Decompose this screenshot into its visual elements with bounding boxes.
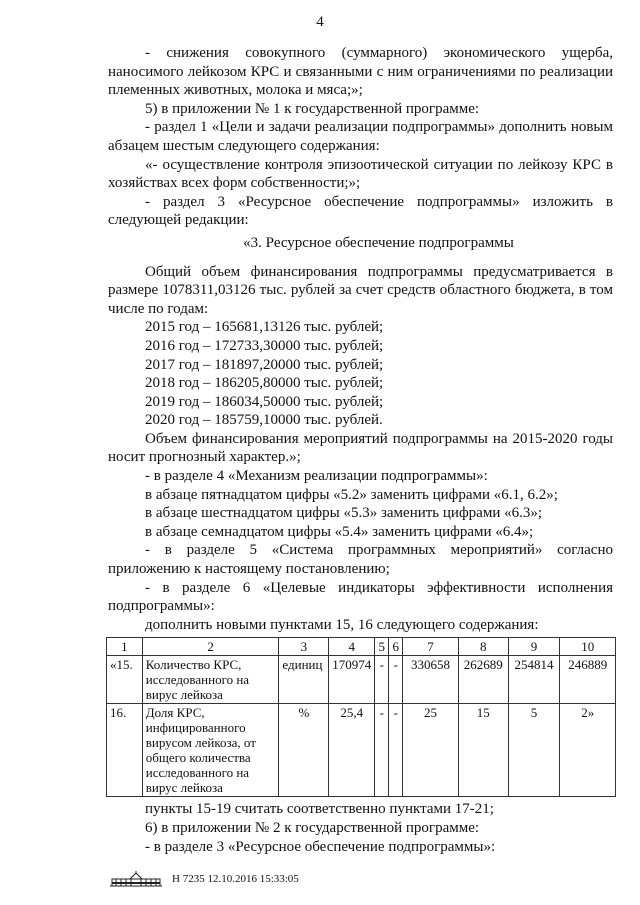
table-cell: 15 bbox=[458, 704, 508, 797]
table-cell: - bbox=[375, 656, 389, 704]
paragraph: 2016 год – 172733,30000 тыс. рублей; bbox=[145, 337, 384, 354]
paragraph: 5) в приложении № 1 к государственной программе: bbox=[145, 100, 480, 117]
paragraph: - в разделе 5 «Система программных мероприятий» согласно приложению к настоящему постановлению; bbox=[108, 542, 613, 578]
building-emblem-icon bbox=[108, 870, 164, 888]
table-cell: 262689 bbox=[458, 656, 508, 704]
paragraph: 2019 год – 186034,50000 тыс. рублей; bbox=[145, 393, 384, 410]
table-header-cell: 5 bbox=[375, 638, 389, 656]
table-header-cell: 8 bbox=[458, 638, 508, 656]
table-header-cell: 10 bbox=[560, 638, 616, 656]
paragraph: «- осуществление контроля эпизоотической ситуации по лейкозу КРС в хозяйствах всех форм собственности;»; bbox=[108, 156, 613, 192]
paragraph: 2018 год – 186205,80000 тыс. рублей; bbox=[145, 375, 384, 392]
table-cell: 2» bbox=[560, 704, 616, 797]
table-cell: 16. bbox=[107, 704, 143, 797]
table-cell: Количество КРС, исследованного на вирус лейкоза bbox=[142, 656, 279, 704]
paragraphs-bottom bbox=[108, 800, 613, 856]
paragraph: Объем финансирования мероприятий подпрограммы на 2015-2020 годы носит прогнозный характер.»; bbox=[108, 430, 613, 466]
table-header-row bbox=[107, 638, 616, 656]
table-cell: единиц bbox=[279, 656, 329, 704]
table-header-cell: 1 bbox=[107, 638, 143, 656]
table-cell: - bbox=[389, 656, 403, 704]
table-cell: % bbox=[279, 704, 329, 797]
paragraph: 2020 год – 185759,10000 тыс. рублей. bbox=[145, 412, 383, 429]
table-row bbox=[107, 656, 616, 704]
paragraph: 6) в приложении № 2 к государственной программе: bbox=[145, 820, 480, 836]
table-header-cell: 4 bbox=[329, 638, 375, 656]
paragraph: в абзаце пятнадцатом цифры «5.2» заменить цифрами «6.1, 6.2»; bbox=[145, 486, 558, 503]
paragraph: 2017 год – 181897,20000 тыс. рублей; bbox=[145, 356, 384, 373]
table-cell: - bbox=[375, 704, 389, 797]
paragraph: - в разделе 4 «Механизм реализации подпрограммы»: bbox=[145, 468, 488, 485]
table-header-cell: 2 bbox=[142, 638, 279, 656]
table-cell: «15. bbox=[107, 656, 143, 704]
paragraph: дополнить новыми пунктами 15, 16 следующего содержания: bbox=[145, 616, 539, 633]
paragraph: - в разделе 3 «Ресурсное обеспечение подпрограммы»: bbox=[145, 838, 496, 855]
page-number: 4 bbox=[316, 14, 324, 30]
table-header-cell: 9 bbox=[508, 638, 560, 656]
table-header-cell: 7 bbox=[403, 638, 459, 656]
table-cell: 25 bbox=[403, 704, 459, 797]
table-cell: 25,4 bbox=[329, 704, 375, 797]
document-body bbox=[108, 44, 613, 856]
table-cell: 254814 bbox=[508, 656, 560, 704]
paragraph: - в разделе 6 «Целевые индикаторы эффективности исполнения подпрограммы»: bbox=[108, 579, 613, 615]
paragraph: в абзаце семнадцатом цифры «5.4» заменить цифрами «6.4»; bbox=[145, 523, 534, 540]
registration-stamp: Н 7235 12.10.2016 15:33:05 bbox=[172, 873, 299, 885]
table-header-cell: 6 bbox=[389, 638, 403, 656]
paragraphs-top bbox=[108, 44, 613, 634]
table-cell: - bbox=[389, 704, 403, 797]
footer-stamp bbox=[108, 870, 299, 888]
paragraph: пункты 15-19 считать соответственно пунктами 17-21; bbox=[145, 801, 494, 818]
indicators-table bbox=[106, 637, 616, 797]
table-cell: 330658 bbox=[403, 656, 459, 704]
table-cell: 246889 bbox=[560, 656, 616, 704]
paragraph: Общий объем финансирования подпрограммы предусматривается в размере 1078311,03126 тыс. рублей за счет средств областного бюджета, в том числе по годам: bbox=[108, 263, 613, 317]
table-cell: 5 bbox=[508, 704, 560, 797]
table-row bbox=[107, 704, 616, 797]
paragraph: - раздел 3 «Ресурсное обеспечение подпрограммы» изложить в следующей редакции: bbox=[108, 193, 613, 229]
paragraph: в абзаце шестнадцатом цифры «5.3» заменить цифрами «6.3»; bbox=[145, 505, 543, 522]
paragraph: - раздел 1 «Цели и задачи реализации подпрограммы» дополнить новым абзацем шестым следующего содержания: bbox=[108, 119, 613, 154]
table-cell: Доля КРС, инфицированного вирусом лейкоза, от общего количества исследованного на вирус лейкоза bbox=[142, 704, 279, 797]
paragraph: «3. Ресурсное обеспечение подпрограммы bbox=[243, 234, 514, 251]
table-cell: 170974 bbox=[329, 656, 375, 704]
paragraph: - снижения совокупного (суммарного) экономического ущерба, наносимого лейкозом КРС и связанными с ним ограничениями по реализации племенных животных, молока и мяса;»; bbox=[108, 45, 613, 99]
paragraph: 2015 год – 165681,13126 тыс. рублей; bbox=[145, 319, 384, 336]
table-header-cell: 3 bbox=[279, 638, 329, 656]
